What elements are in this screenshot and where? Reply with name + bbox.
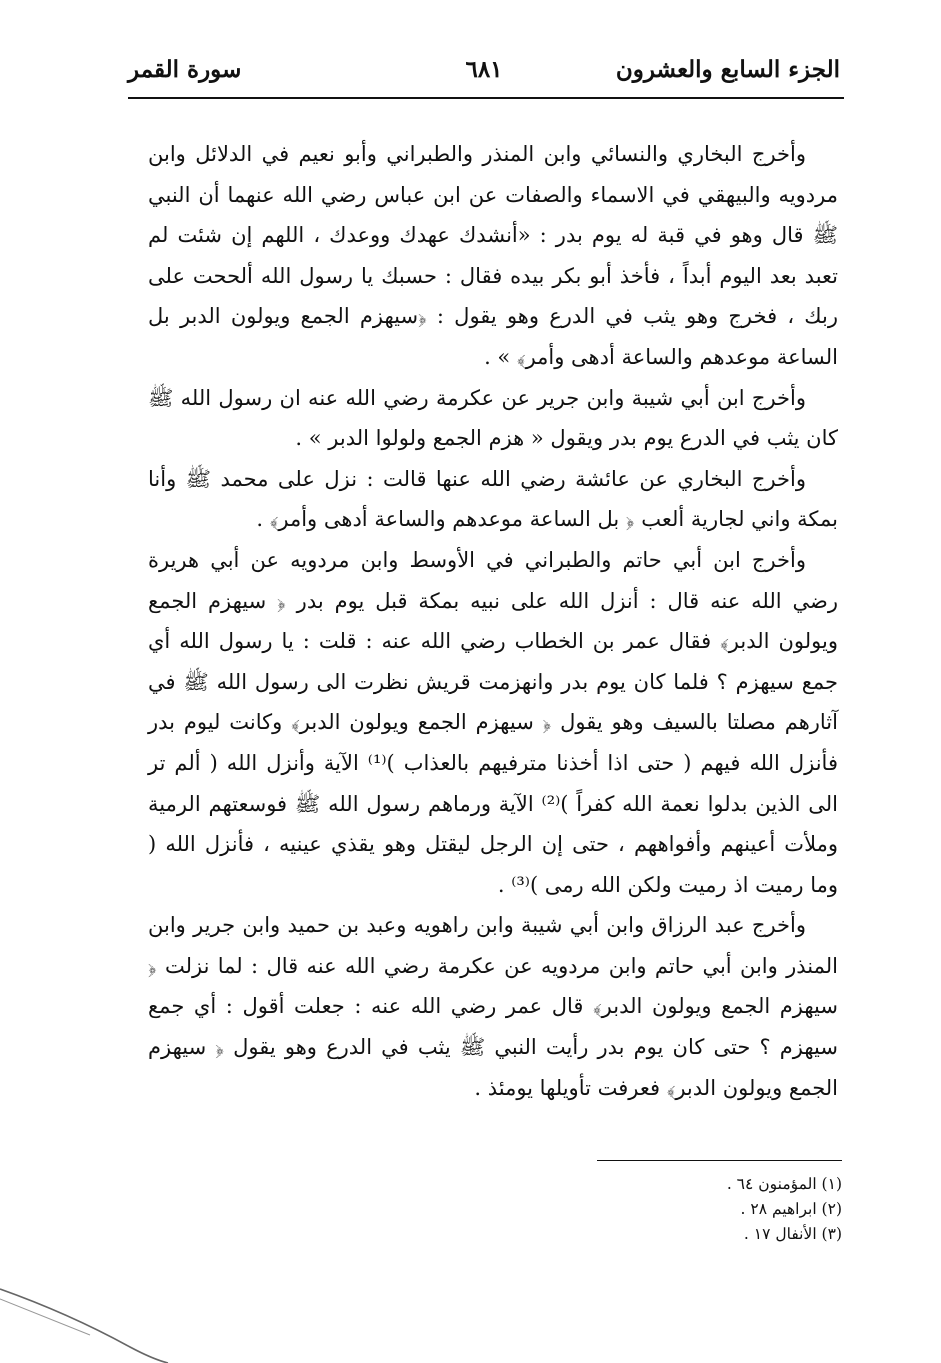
footnote: (٣) الأنفال ١٧ . bbox=[743, 1225, 842, 1243]
header-rule bbox=[128, 97, 844, 99]
running-head bbox=[128, 50, 840, 90]
footnotes bbox=[560, 1172, 842, 1247]
paragraph: وأخرج ابن أبي شيبة وابن جرير عن عكرمة رضي الله عنه ان رسول الله ﷺ كان يثب في الدرع يوم بدر ويقول « هزم الجمع ولولوا الدبر » . bbox=[148, 385, 838, 451]
part-title: الجزء السابع والعشرون bbox=[615, 56, 840, 83]
footnote: (٢) ابراهيم ٢٨ . bbox=[740, 1200, 842, 1218]
paragraph: وأخرج البخاري والنسائي وابن المنذر والطبراني وأبو نعيم في الدلائل وابن مردويه والبيهقي في الاسماء والصفات عن ابن عباس رضي الله عنهما أن النبي ﷺ قال وهو في قبة له يوم بدر : «أنشدك عهدك ووعدك ، اللهم إن شئت لم تعبد بعد اليوم أبداً ، فأخذ أبو بكر بيده فقال : حسبك يا رسول الله ألححت على ربك ، فخرج وهو يثب في الدرع وهو يقول : ﴿سيهزم الجمع ويولون الدبر بل الساعة موعدهم والساعة أدهى وأمر﴾ » . bbox=[148, 142, 838, 369]
body-text bbox=[148, 134, 838, 1108]
scan-edge-mark bbox=[0, 1275, 170, 1363]
page-number: ٦٨١ bbox=[465, 56, 503, 83]
footnote-rule bbox=[597, 1160, 842, 1161]
footnote: (١) المؤمنون ٦٤ . bbox=[726, 1175, 842, 1193]
paragraph: وأخرج البخاري عن عائشة رضي الله عنها قالت : نزل على محمد ﷺ وأنا بمكة واني لجارية ألعب ﴿ بل الساعة موعدهم والساعة أدهى وأمر﴾ . bbox=[148, 466, 838, 532]
paragraph: وأخرج ابن أبي حاتم والطبراني في الأوسط وابن مردويه عن أبي هريرة رضي الله عنه قال : أنزل الله على نبيه بمكة قبل يوم بدر ﴿ سيهزم الجمع ويولون الدبر﴾ فقال عمر بن الخطاب رضي الله عنه : قلت : يا رسول الله أي جمع سيهزم ؟ فلما كان يوم بدر وانهزمت قريش نظرت الى رسول الله ﷺ في آثارهم مصلتا بالسيف وهو يقول ﴿ سيهزم الجمع ويولون الدبر﴾ وكانت ليوم بدر فأنزل الله فيهم ( حتى اذا أخذنا مترفيهم بالعذاب )⁽¹⁾ الآية وأنزل الله ( ألم تر الى الذين بدلوا نعمة الله كفراً )⁽²⁾ الآية ورماهم رسول الله ﷺ فوسعتهم الرمية وملأت أعينهم وأفواههم ، حتى إن الرجل ليقتل وهو يقذي عينيه ، فأنزل الله ( وما رميت اذ رميت ولكن الله رمى )⁽³⁾ . bbox=[148, 547, 838, 897]
paragraph: وأخرج عبد الرزاق وابن أبي شيبة وابن راهويه وعبد بن حميد وابن جرير وابن المنذر وابن أبي حاتم وابن مردويه عن عكرمة رضي الله عنه قال : لما نزلت ﴿ سيهزم الجمع ويولون الدبر﴾ قال عمر رضي الله عنه : جعلت أقول : أي جمع سيهزم ؟ حتى كان يوم بدر رأيت النبي ﷺ يثب في الدرع وهو يقول ﴿ سيهزم الجمع ويولون الدبر﴾ فعرفت تأويلها يومئذ . bbox=[148, 913, 838, 1100]
surah-title: سورة القمر bbox=[128, 56, 242, 83]
